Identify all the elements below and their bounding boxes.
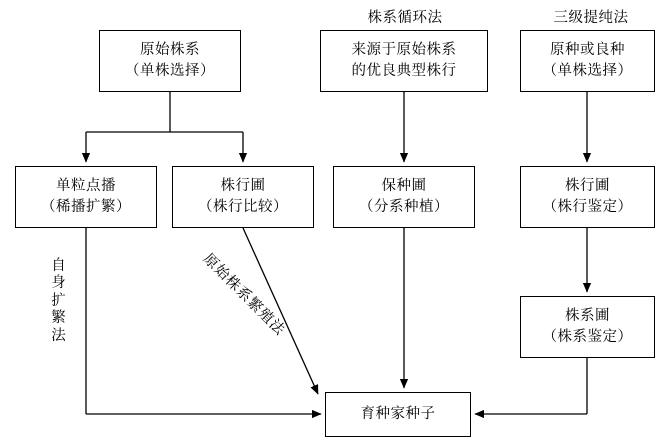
node-danli-dianbo-line1: 单粒点播 bbox=[56, 177, 116, 194]
node-zhuhang-yuan-jianding-line2: （株行鉴定） bbox=[542, 199, 633, 215]
node-zhuxi-yuan-jianding-line1: 株系圃 bbox=[565, 307, 610, 324]
node-yuanshi-zhuxi-line1: 原始株系 bbox=[140, 41, 200, 58]
node-yuzhongjia-zhongzi-line1: 育种家种子 bbox=[360, 405, 436, 422]
node-yuanzhong-liangzhong-line2: （单株选择） bbox=[542, 63, 633, 79]
node-yuanzhong-liangzhong-line1: 原种或良种 bbox=[550, 41, 625, 58]
label-zishen-kuofan-fa: 自身扩繁法 bbox=[51, 258, 67, 344]
node-yuanshi-zhuxi[interactable] bbox=[99, 30, 241, 92]
label-yuanshi-zhuxi-fanzhi-fa: 原始株系繁殖法 bbox=[199, 250, 288, 339]
node-zhuhang-yuan-jianding-line1: 株行圃 bbox=[565, 177, 610, 194]
header-sanji-tichun: 三级提纯法 bbox=[553, 10, 629, 26]
node-laiyuan-yuanshi-line1: 来源于原始株系 bbox=[351, 41, 457, 58]
node-zhuhang-yuan-bijiao[interactable] bbox=[172, 166, 314, 228]
node-zhuxi-yuan-jianding[interactable] bbox=[520, 296, 655, 358]
node-yuanzhong-liangzhong[interactable] bbox=[520, 30, 655, 92]
node-zhuxi-yuan-jianding-line2: （株系鉴定） bbox=[542, 329, 633, 345]
node-yuanshi-zhuxi-line2: （单株选择） bbox=[125, 63, 215, 79]
node-zhuhang-yuan-bijiao-line2: （株行比较） bbox=[198, 199, 288, 215]
node-baozhong-yuan-line1: 保种圃 bbox=[381, 177, 427, 194]
node-laiyuan-yuanshi-line2: 的优良典型株行 bbox=[351, 63, 457, 79]
node-danli-dianbo[interactable] bbox=[15, 166, 157, 228]
node-baozhong-yuan-line2: （分系种植） bbox=[359, 199, 449, 215]
node-yuzhongjia-zhongzi[interactable] bbox=[325, 392, 471, 437]
node-zhuhang-yuan-jianding[interactable] bbox=[520, 166, 655, 228]
node-laiyuan-yuanshi[interactable] bbox=[320, 30, 488, 92]
node-zhuhang-yuan-bijiao-line1: 株行圃 bbox=[220, 177, 266, 194]
header-zhuxi-xunhuan: 株系循环法 bbox=[367, 10, 443, 26]
node-baozhong-yuan[interactable] bbox=[333, 166, 475, 228]
node-danli-dianbo-line2: （稀播扩繁） bbox=[41, 199, 131, 215]
